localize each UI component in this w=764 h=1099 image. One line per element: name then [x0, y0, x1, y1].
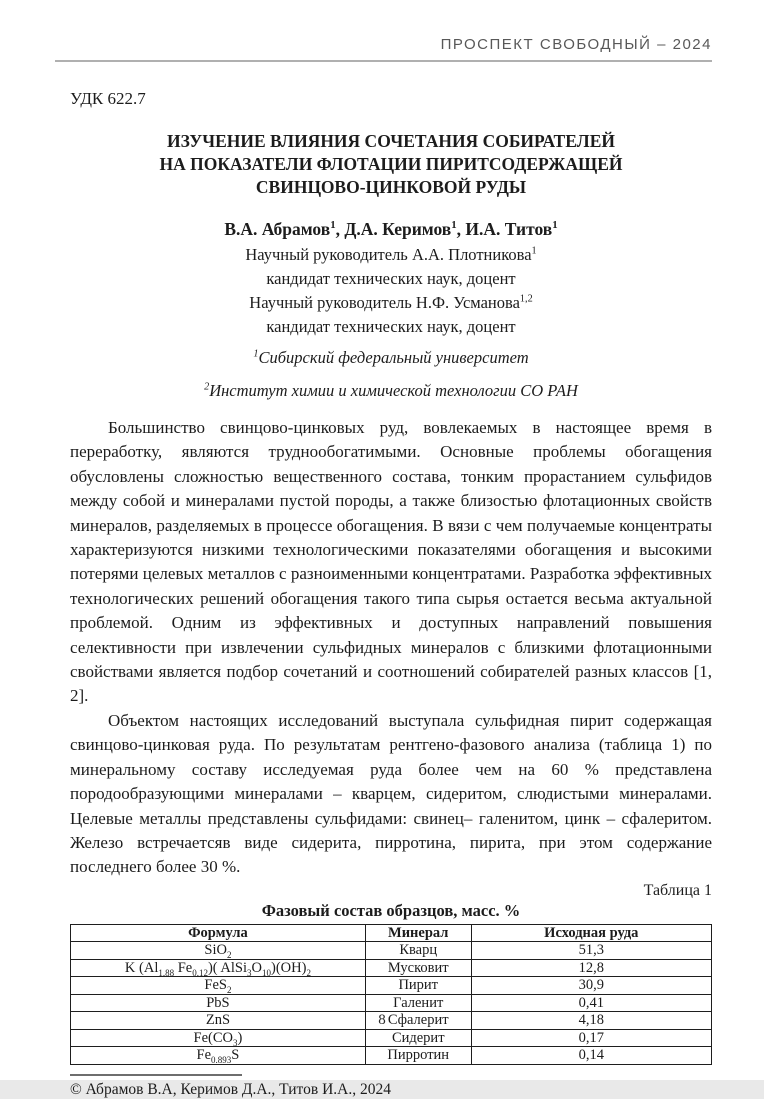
- body-paragraph: Объектом настоящих исследований выступала сульфидная пирит содержащая свинцово-цинковая руда. По результатам рентгено-фазового анализа (таблица 1) по минеральному составу исследуемая руда более чем на 60 % представлена породообразующими минералами – кварцем, сидеритом, слюдистыми минералами. Целевые металлы представлены сульфидами: свинец– галенитом, цинк – сфалеритом. Железо встречаетсяв виде сидерита, пирротина, пирита, при этом содержание последнего более 30 %.: [70, 710, 712, 877]
- table-row: [71, 942, 712, 960]
- table-row: [71, 994, 712, 1012]
- cell-mineral: Кварц: [365, 942, 471, 960]
- cell-formula: SiO$_2$: [71, 942, 366, 960]
- cell-mineral: Мусковит: [365, 959, 471, 977]
- title-line: ИЗУЧЕНИЕ ВЛИЯНИЯ СОЧЕТАНИЯ СОБИРАТЕЛЕЙ: [166, 131, 615, 151]
- table-row: [71, 959, 712, 977]
- column-header-ore: Исходная руда: [471, 924, 711, 942]
- supervisor-name: Научный руководитель А.А. Плотникова$^1$: [245, 245, 537, 264]
- affiliation: $^1$Сибирский федеральный университет: [253, 348, 529, 367]
- cell-value: 0,14: [471, 1047, 711, 1065]
- cell-formula: $Fe(CO_3)$: [71, 1029, 366, 1047]
- cell-value: 0,41: [471, 994, 711, 1012]
- supervisors-block: [70, 243, 712, 339]
- cell-mineral: Пирротин: [365, 1047, 471, 1065]
- cell-formula: FeS$_2$: [71, 977, 366, 995]
- page-number: 8: [378, 1012, 386, 1028]
- cell-formula: PbS: [71, 994, 366, 1012]
- phase-composition-table: [70, 924, 712, 1065]
- table-row: [71, 1029, 712, 1047]
- title-line: НА ПОКАЗАТЕЛИ ФЛОТАЦИИ ПИРИТСОДЕРЖАЩЕЙ: [159, 154, 623, 174]
- udc-label: УДК 622.7: [70, 89, 146, 108]
- cell-formula: $Fe_{0.893}S$: [71, 1047, 366, 1065]
- article-body: [70, 416, 712, 880]
- column-header-formula: Формула: [71, 924, 366, 942]
- cell-mineral: Сидерит: [365, 1029, 471, 1047]
- article-title: [70, 130, 712, 199]
- copyright-line: © Абрамов В.А, Керимов Д.А., Титов И.А., 2024: [70, 1080, 391, 1098]
- table-caption: Фазовый состав образцов, масс. %: [261, 900, 521, 920]
- table-header-row: [71, 924, 712, 942]
- table-row: [71, 1047, 712, 1065]
- cell-value: 51,3: [471, 942, 711, 960]
- cell-formula: K ($Al_{1.88}$ $Fe_{0.12}$)( $AlSi_3O_{10})(OH)_2$: [71, 959, 366, 977]
- running-header: [70, 36, 712, 53]
- affiliation: $^2$Институт химии и химической технологии СО РАН: [204, 381, 578, 400]
- cell-formula: ZnS: [71, 1012, 366, 1030]
- header-rule: [55, 60, 712, 62]
- cell-value: 30,9: [471, 977, 711, 995]
- cell-mineral: Галенит: [365, 994, 471, 1012]
- body-paragraph: Большинство свинцово-цинковых руд, вовлекаемых в настоящее время в переработку, являются труднообогатимыми. Основные проблемы обогащения обусловлены сложностью вещественного состава, тонким прорастанием сульфидов между собой и минералами пустой породы, а также близостью флотационных свойств минералов, разделяемых в процессе обогащения. В вязи с чем получаемые концентраты характеризуются низкими технологическими показателями обогащения и высокими потерями целевых металлов с разноименными концентратами. Разработка эффективных технологических решений обогащения такого типа сырья остается весьма актуальной проблемой. Одним из эффективных и доступных направлений повышения селективности при извлечении сульфидных минералов с близкими флотационными свойствами является подбор сочетаний и соотношений собирателей разных классов [1, 2].: [70, 418, 713, 706]
- supervisor-name: Научный руководитель Н.Ф. Усманова$^{1,2}$: [249, 293, 533, 312]
- table-label: Таблица 1: [643, 881, 712, 899]
- supervisor-degree: кандидат технических наук, доцент: [266, 269, 516, 288]
- cell-value: 12,8: [471, 959, 711, 977]
- cell-mineral: Пирит: [365, 977, 471, 995]
- authors-line: В.А. Абрамов$^1$, Д.А. Керимов$^1$, И.А. Титов$^1$: [224, 219, 558, 239]
- running-header-title: ПРОСПЕКТ СВОБОДНЫЙ – 2024: [440, 36, 712, 53]
- cell-mineral: Сфалерит: [365, 1012, 471, 1030]
- supervisor-degree: кандидат технических наук, доцент: [266, 317, 516, 336]
- footnote-rule: [70, 1074, 242, 1076]
- cell-value: 0,17: [471, 1029, 711, 1047]
- table-row: [71, 977, 712, 995]
- column-header-mineral: Минерал: [365, 924, 471, 942]
- cell-value: 4,18: [471, 1012, 711, 1030]
- title-line: СВИНЦОВО-ЦИНКОВОЙ РУДЫ: [255, 177, 527, 197]
